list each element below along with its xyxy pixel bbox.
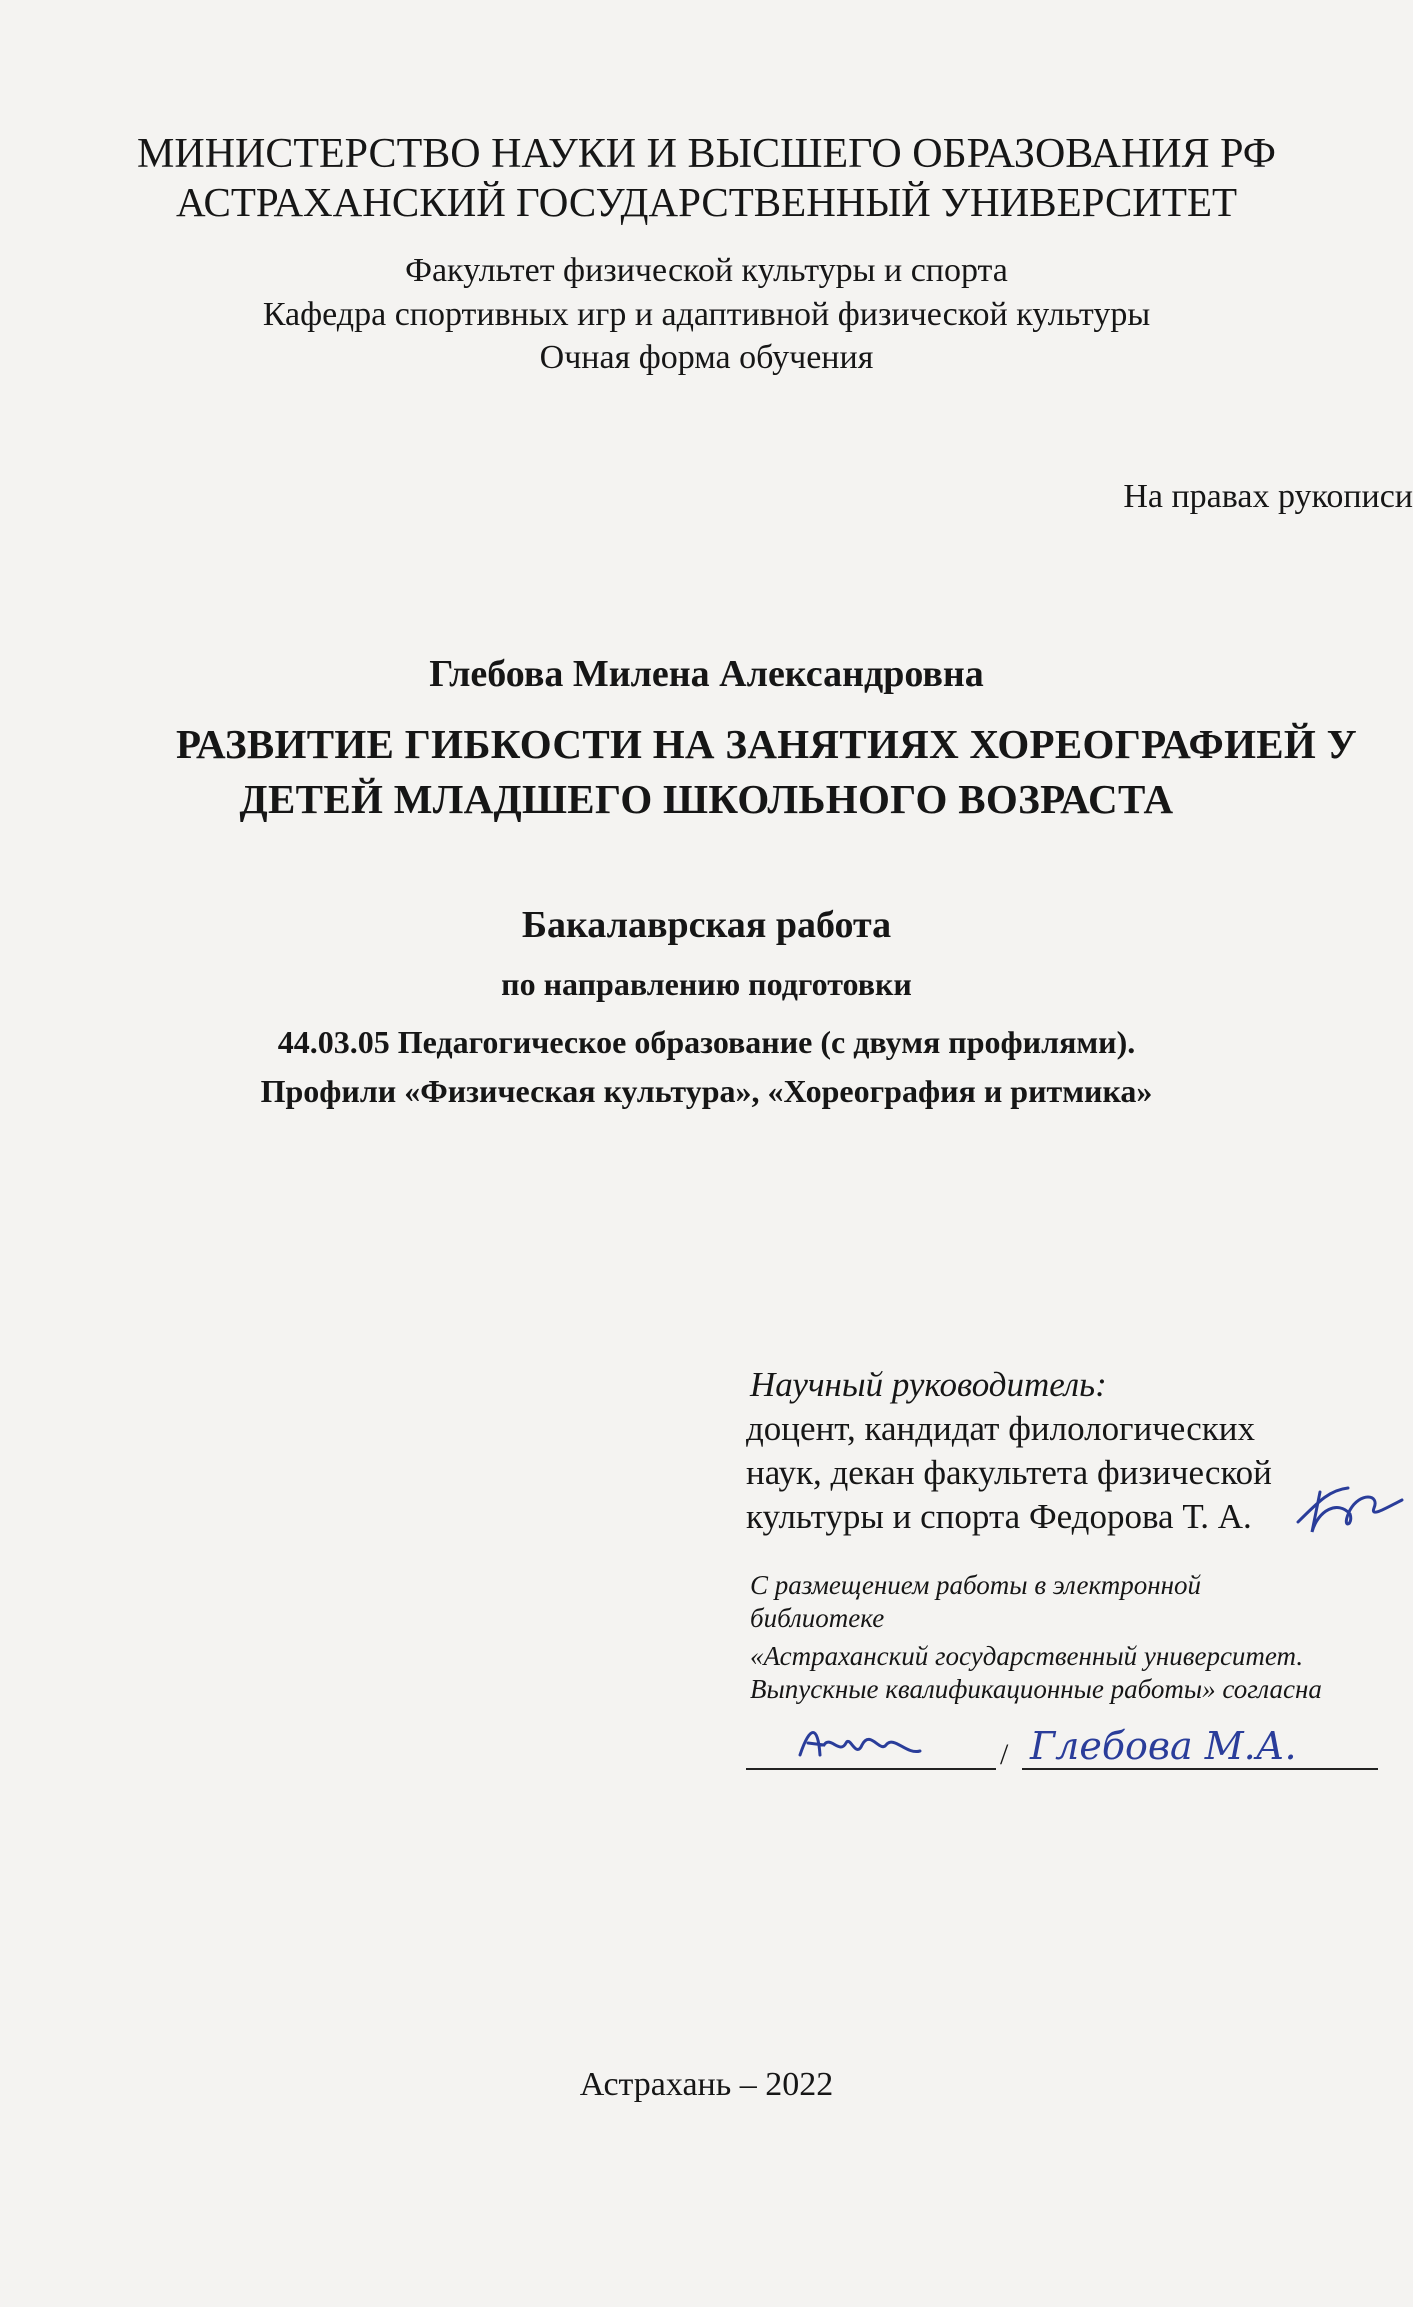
university-heading: АСТРАХАНСКИЙ ГОСУДАРСТВЕННЫЙ УНИВЕРСИТЕТ xyxy=(175,179,1238,225)
signature-separator: / xyxy=(1000,1738,1009,1771)
thesis-title-line2: ДЕТЕЙ МЛАДШЕГО ШКОЛЬНОГО ВОЗРАСТА xyxy=(239,776,1174,822)
author-name: Глебова Милена Александровна xyxy=(429,653,984,695)
ministry-heading: МИНИСТЕРСТВО НАУКИ И ВЫСШЕГО ОБРАЗОВАНИЯ РФ xyxy=(137,131,1276,177)
consent-line3: «Астраханский государственный университет. xyxy=(750,1641,1304,1671)
consent-line4: Выпускные квалификационные работы» согласна xyxy=(750,1674,1322,1704)
consent-line1: С размещением работы в электронной xyxy=(750,1570,1202,1600)
consent-line2: библиотеке xyxy=(750,1603,885,1633)
signature-underline-right xyxy=(1022,1768,1378,1770)
supervisor-signature xyxy=(1290,1470,1410,1550)
direction-code: 44.03.05 Педагогическое образование (с двумя профилями). xyxy=(277,1024,1136,1060)
manuscript-note: На правах рукописи xyxy=(1123,478,1413,515)
student-signature xyxy=(790,1715,940,1785)
supervisor-line3: культуры и спорта Федорова Т. А. xyxy=(746,1497,1252,1536)
faculty-line: Факультет физической культуры и спорта xyxy=(405,252,1008,289)
supervisor-line1: доцент, кандидат филологических xyxy=(746,1409,1255,1448)
work-type: Бакалаврская работа xyxy=(521,904,892,946)
direction-label: по направлению подготовки xyxy=(501,966,912,1002)
thesis-title-line1: РАЗВИТИЕ ГИБКОСТИ НА ЗАНЯТИЯХ ХОРЕОГРАФИЕЙ У xyxy=(175,721,1358,767)
profiles: Профили «Физическая культура», «Хореография и ритмика» xyxy=(260,1073,1153,1109)
city-year: Астрахань – 2022 xyxy=(579,2066,834,2103)
supervisor-label: Научный руководитель: xyxy=(750,1365,1107,1404)
department-line: Кафедра спортивных игр и адаптивной физической культуры xyxy=(262,296,1151,333)
study-form-line: Очная форма обучения xyxy=(539,339,874,376)
student-handwritten-name: Глебова М.А. xyxy=(1030,1724,1297,1768)
supervisor-line2: наук, декан факультета физической xyxy=(746,1453,1272,1492)
